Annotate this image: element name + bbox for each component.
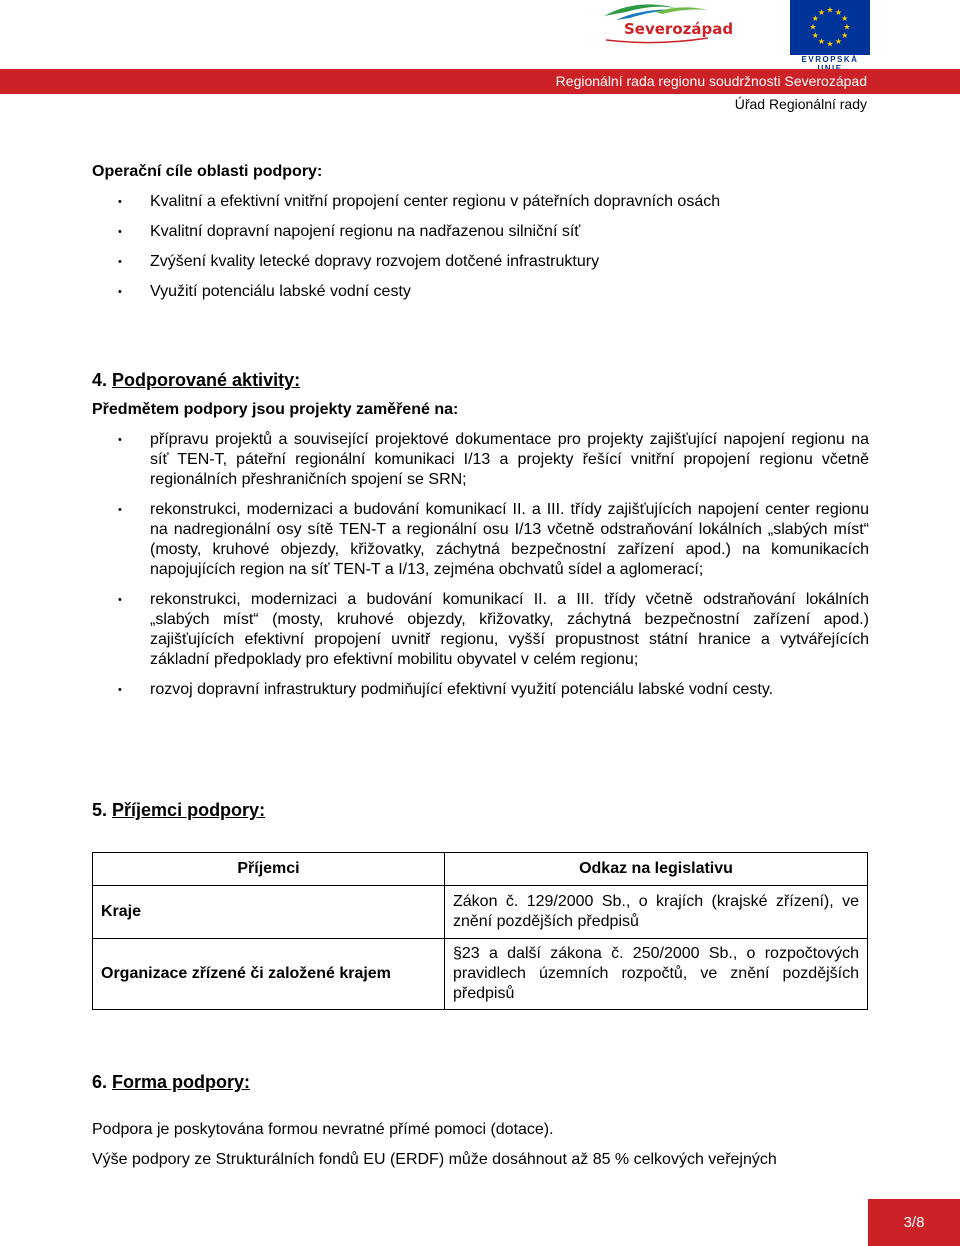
goals-list bbox=[92, 192, 869, 302]
section-4-subheading: Předmětem podpory jsou projekty zaměřené na: bbox=[92, 401, 459, 418]
star-icon: ★ bbox=[809, 22, 817, 32]
table-row bbox=[93, 886, 868, 939]
severozapad-logo-graphic bbox=[596, 0, 734, 48]
list-item: • Zvýšení kvality letecké dopravy rozvojem dotčené infrastruktury bbox=[92, 252, 869, 272]
section-6-title bbox=[92, 1072, 869, 1092]
section-4 bbox=[92, 370, 869, 700]
severozapad-logo bbox=[596, 0, 734, 48]
list-item: • rozvoj dopravní infrastruktury podmiňující efektivní využití potenciálu labské vodní cesty. bbox=[92, 680, 869, 700]
section-6-number: 6. bbox=[92, 1072, 108, 1092]
star-icon: ★ bbox=[826, 39, 834, 49]
table-header-legislation: Odkaz na legislativu bbox=[445, 853, 868, 886]
paragraph: Výše podpory ze Strukturálních fondů EU (ERDF) může dosáhnout až 85 % celkových veřejných bbox=[92, 1151, 777, 1168]
star-icon: ★ bbox=[811, 14, 819, 23]
star-icon: ★ bbox=[811, 31, 819, 40]
star-icon: ★ bbox=[834, 37, 843, 47]
list-item: • rekonstrukci, modernizaci a budování komunikací II. a III. třídy zajišťujících napojení center regionu na nadregionální osy sítě TEN-T a regionální osu I/13 včetně odstraňování lokálních „slabých míst“ (mosty, kruhové objezdy, křižovatky, záchytná bezpečnostní zařízení apod.) na komunikacích napojujících region na síť TEN-T a I/13, zejména obchvatů sídel a aglomerací; bbox=[92, 500, 869, 580]
star-icon: ★ bbox=[826, 5, 834, 15]
activities-list bbox=[92, 430, 869, 700]
section-6 bbox=[92, 1072, 869, 1170]
table-row bbox=[93, 939, 868, 1010]
list-item: • Kvalitní dopravní napojení regionu na nadřazenou silniční síť bbox=[92, 222, 869, 242]
list-item: • Kvalitní a efektivní vnitřní propojení center regionu v páteřních dopravních osách bbox=[92, 192, 869, 212]
logo-wordmark: Severozápad bbox=[624, 20, 734, 38]
star-icon: ★ bbox=[841, 31, 849, 40]
goals-heading: Operační cíle oblasti podpory: bbox=[92, 163, 323, 180]
eu-flag-icon bbox=[790, 0, 870, 55]
eu-label: EVROPSKÁ bbox=[801, 55, 859, 64]
table-header-row bbox=[93, 853, 868, 886]
star-icon: ★ bbox=[834, 7, 843, 17]
section-5-title-text: Příjemci podpory: bbox=[112, 800, 266, 820]
section-5-number: 5. bbox=[92, 800, 108, 820]
table-cell-law: Zákon č. 129/2000 Sb., o krajích (krajské zřízení), ve znění pozdějších předpisů bbox=[445, 886, 868, 939]
section-4-number: 4. bbox=[92, 370, 108, 390]
section-4-title bbox=[92, 370, 869, 390]
star-icon: ★ bbox=[841, 14, 849, 23]
goals-section bbox=[92, 162, 869, 302]
table-cell-recipient: Kraje bbox=[93, 886, 445, 939]
eu-stars bbox=[790, 0, 870, 55]
header-bar-title: Regionální rada regionu soudržnosti Severozápad bbox=[555, 73, 867, 89]
header-bar bbox=[0, 69, 960, 94]
table-cell-recipient: Organizace zřízené či založené krajem bbox=[93, 939, 445, 1010]
paragraph: Podpora je poskytována formou nevratné přímé pomoci (dotace). bbox=[92, 1121, 554, 1138]
section-5 bbox=[92, 800, 869, 820]
section-6-title-text: Forma podpory: bbox=[112, 1072, 251, 1092]
section-5-title bbox=[92, 800, 869, 820]
office-name: Úřad Regionální rady bbox=[734, 96, 867, 112]
recipients-table bbox=[92, 852, 868, 1010]
star-icon: ★ bbox=[817, 7, 826, 17]
star-icon: ★ bbox=[817, 37, 826, 47]
table-header-recipients: Příjemci bbox=[93, 853, 445, 886]
star-icon: ★ bbox=[843, 22, 851, 32]
list-item: • rekonstrukci, modernizaci a budování komunikací II. a III. třídy včetně odstraňování lokálních „slabých míst“ (mosty, kruhové objezdy, křižovatky, záchytná bezpečnostní zařízení apod.) zajišťujících efektivní propojení uvnitř regionu, vyšší propustnost státní hranice a vytvářejících základní předpoklady pro efektivní mobilitu obyvatel v celém regionu; bbox=[92, 590, 869, 670]
list-item: • přípravu projektů a související projektové dokumentace pro projekty zajišťující napojení regionu na síť TEN-T, páteřní regionální komunikaci I/13 a projekty řešící vnitřní propojení regionu včetně regionálních přeshraničních spojení se SRN; bbox=[92, 430, 869, 490]
page-number: 3/8 bbox=[868, 1199, 960, 1246]
list-item: • Využití potenciálu labské vodní cesty bbox=[92, 282, 869, 302]
table-cell-law: §23 a další zákona č. 250/2000 Sb., o rozpočtových pravidlech územních rozpočtů, ve znění pozdějších předpisů bbox=[445, 939, 868, 1010]
section-4-title-text: Podporované aktivity: bbox=[112, 370, 301, 390]
